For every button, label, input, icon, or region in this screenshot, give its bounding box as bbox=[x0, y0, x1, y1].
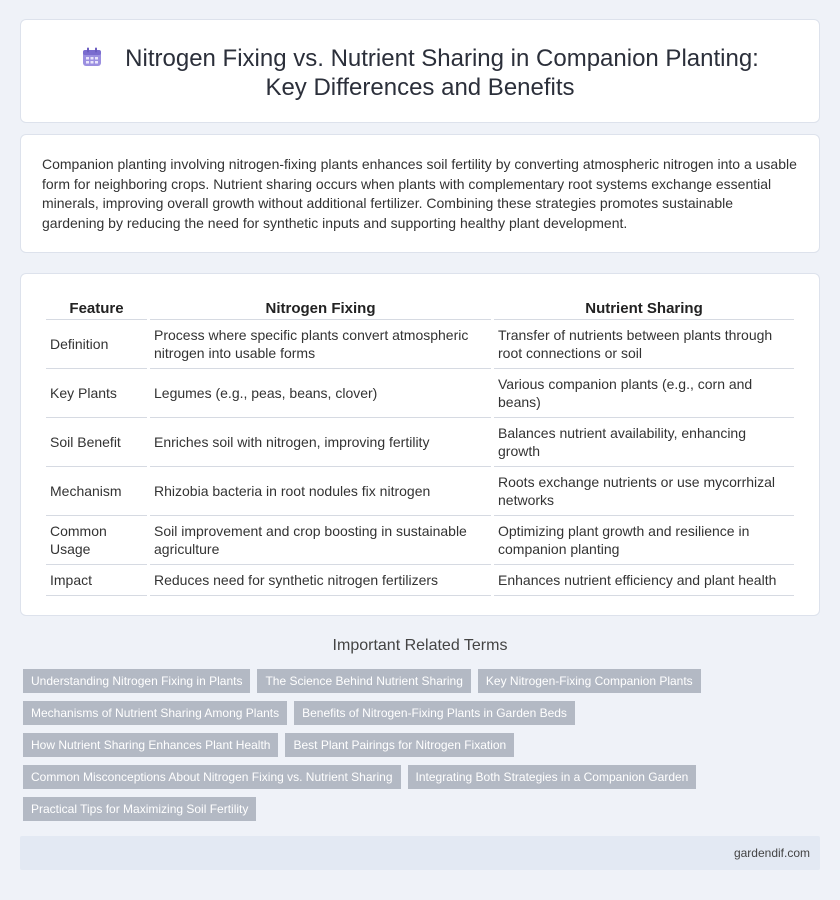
feature-cell: Key Plants bbox=[46, 369, 147, 418]
header-card bbox=[20, 19, 820, 123]
table-row bbox=[46, 418, 794, 467]
nitrogen-fixing-cell: Soil improvement and crop boosting in sustainable agriculture bbox=[150, 516, 491, 565]
feature-cell: Mechanism bbox=[46, 467, 147, 516]
related-term-tag[interactable]: Common Misconceptions About Nitrogen Fixing vs. Nutrient Sharing bbox=[23, 765, 401, 789]
footer-site-link[interactable]: gardendif.com bbox=[733, 846, 810, 860]
related-term-tag[interactable]: Benefits of Nitrogen-Fixing Plants in Garden Beds bbox=[294, 701, 575, 725]
comparison-card bbox=[20, 273, 820, 616]
nitrogen-fixing-cell: Rhizobia bacteria in root nodules fix nitrogen bbox=[150, 467, 491, 516]
header-nutrient-sharing: Nutrient Sharing bbox=[494, 296, 794, 320]
nutrient-sharing-cell: Roots exchange nutrients or use mycorrhizal networks bbox=[494, 467, 794, 516]
nutrient-sharing-cell: Enhances nutrient efficiency and plant health bbox=[494, 565, 794, 596]
related-term-tag[interactable]: The Science Behind Nutrient Sharing bbox=[257, 669, 470, 693]
page-title: Nitrogen Fixing vs. Nutrient Sharing in Companion Planting: Key Differences and Benefits bbox=[125, 45, 759, 101]
intro-card bbox=[20, 134, 820, 253]
related-term-tag[interactable]: Integrating Both Strategies in a Companion Garden bbox=[408, 765, 697, 789]
calendar-icon bbox=[81, 46, 103, 68]
table-row bbox=[46, 565, 794, 596]
table-row bbox=[46, 467, 794, 516]
nutrient-sharing-cell: Transfer of nutrients between plants through root connections or soil bbox=[494, 320, 794, 369]
table-row bbox=[46, 516, 794, 565]
footer bbox=[20, 836, 820, 870]
intro-paragraph: Companion planting involving nitrogen-fixing plants enhances soil fertility by converting atmospheric nitrogen into a usable form for neighboring crops. Nutrient sharing occurs when plants with complementary root systems exchange essential minerals, improving overall growth without additional fertilizer. Combining these strategies promotes sustainable gardening by reducing the need for synthetic inputs and supporting healthy plant development. bbox=[42, 156, 797, 231]
comparison-table bbox=[43, 296, 797, 596]
table-row bbox=[46, 369, 794, 418]
feature-cell: Common Usage bbox=[46, 516, 147, 565]
related-term-tag[interactable]: Understanding Nitrogen Fixing in Plants bbox=[23, 669, 250, 693]
feature-cell: Definition bbox=[46, 320, 147, 369]
nutrient-sharing-cell: Various companion plants (e.g., corn and beans) bbox=[494, 369, 794, 418]
related-term-tag[interactable]: Best Plant Pairings for Nitrogen Fixation bbox=[285, 733, 514, 757]
feature-cell: Soil Benefit bbox=[46, 418, 147, 467]
header-feature: Feature bbox=[46, 296, 147, 320]
page-title-row bbox=[21, 44, 819, 102]
feature-cell: Impact bbox=[46, 565, 147, 596]
table-header-row bbox=[46, 296, 794, 320]
header-nitrogen-fixing: Nitrogen Fixing bbox=[150, 296, 491, 320]
table-row bbox=[46, 320, 794, 369]
related-term-tag[interactable]: Practical Tips for Maximizing Soil Fertility bbox=[23, 797, 256, 821]
related-terms-title: Important Related Terms bbox=[332, 637, 508, 654]
related-terms-list bbox=[23, 669, 723, 829]
related-term-tag[interactable]: How Nutrient Sharing Enhances Plant Health bbox=[23, 733, 278, 757]
nutrient-sharing-cell: Balances nutrient availability, enhancing growth bbox=[494, 418, 794, 467]
related-term-tag[interactable]: Key Nitrogen-Fixing Companion Plants bbox=[478, 669, 701, 693]
nutrient-sharing-cell: Optimizing plant growth and resilience in companion planting bbox=[494, 516, 794, 565]
nitrogen-fixing-cell: Legumes (e.g., peas, beans, clover) bbox=[150, 369, 491, 418]
related-term-tag[interactable]: Mechanisms of Nutrient Sharing Among Plants bbox=[23, 701, 287, 725]
nitrogen-fixing-cell: Process where specific plants convert atmospheric nitrogen into usable forms bbox=[150, 320, 491, 369]
nitrogen-fixing-cell: Reduces need for synthetic nitrogen fertilizers bbox=[150, 565, 491, 596]
nitrogen-fixing-cell: Enriches soil with nitrogen, improving fertility bbox=[150, 418, 491, 467]
